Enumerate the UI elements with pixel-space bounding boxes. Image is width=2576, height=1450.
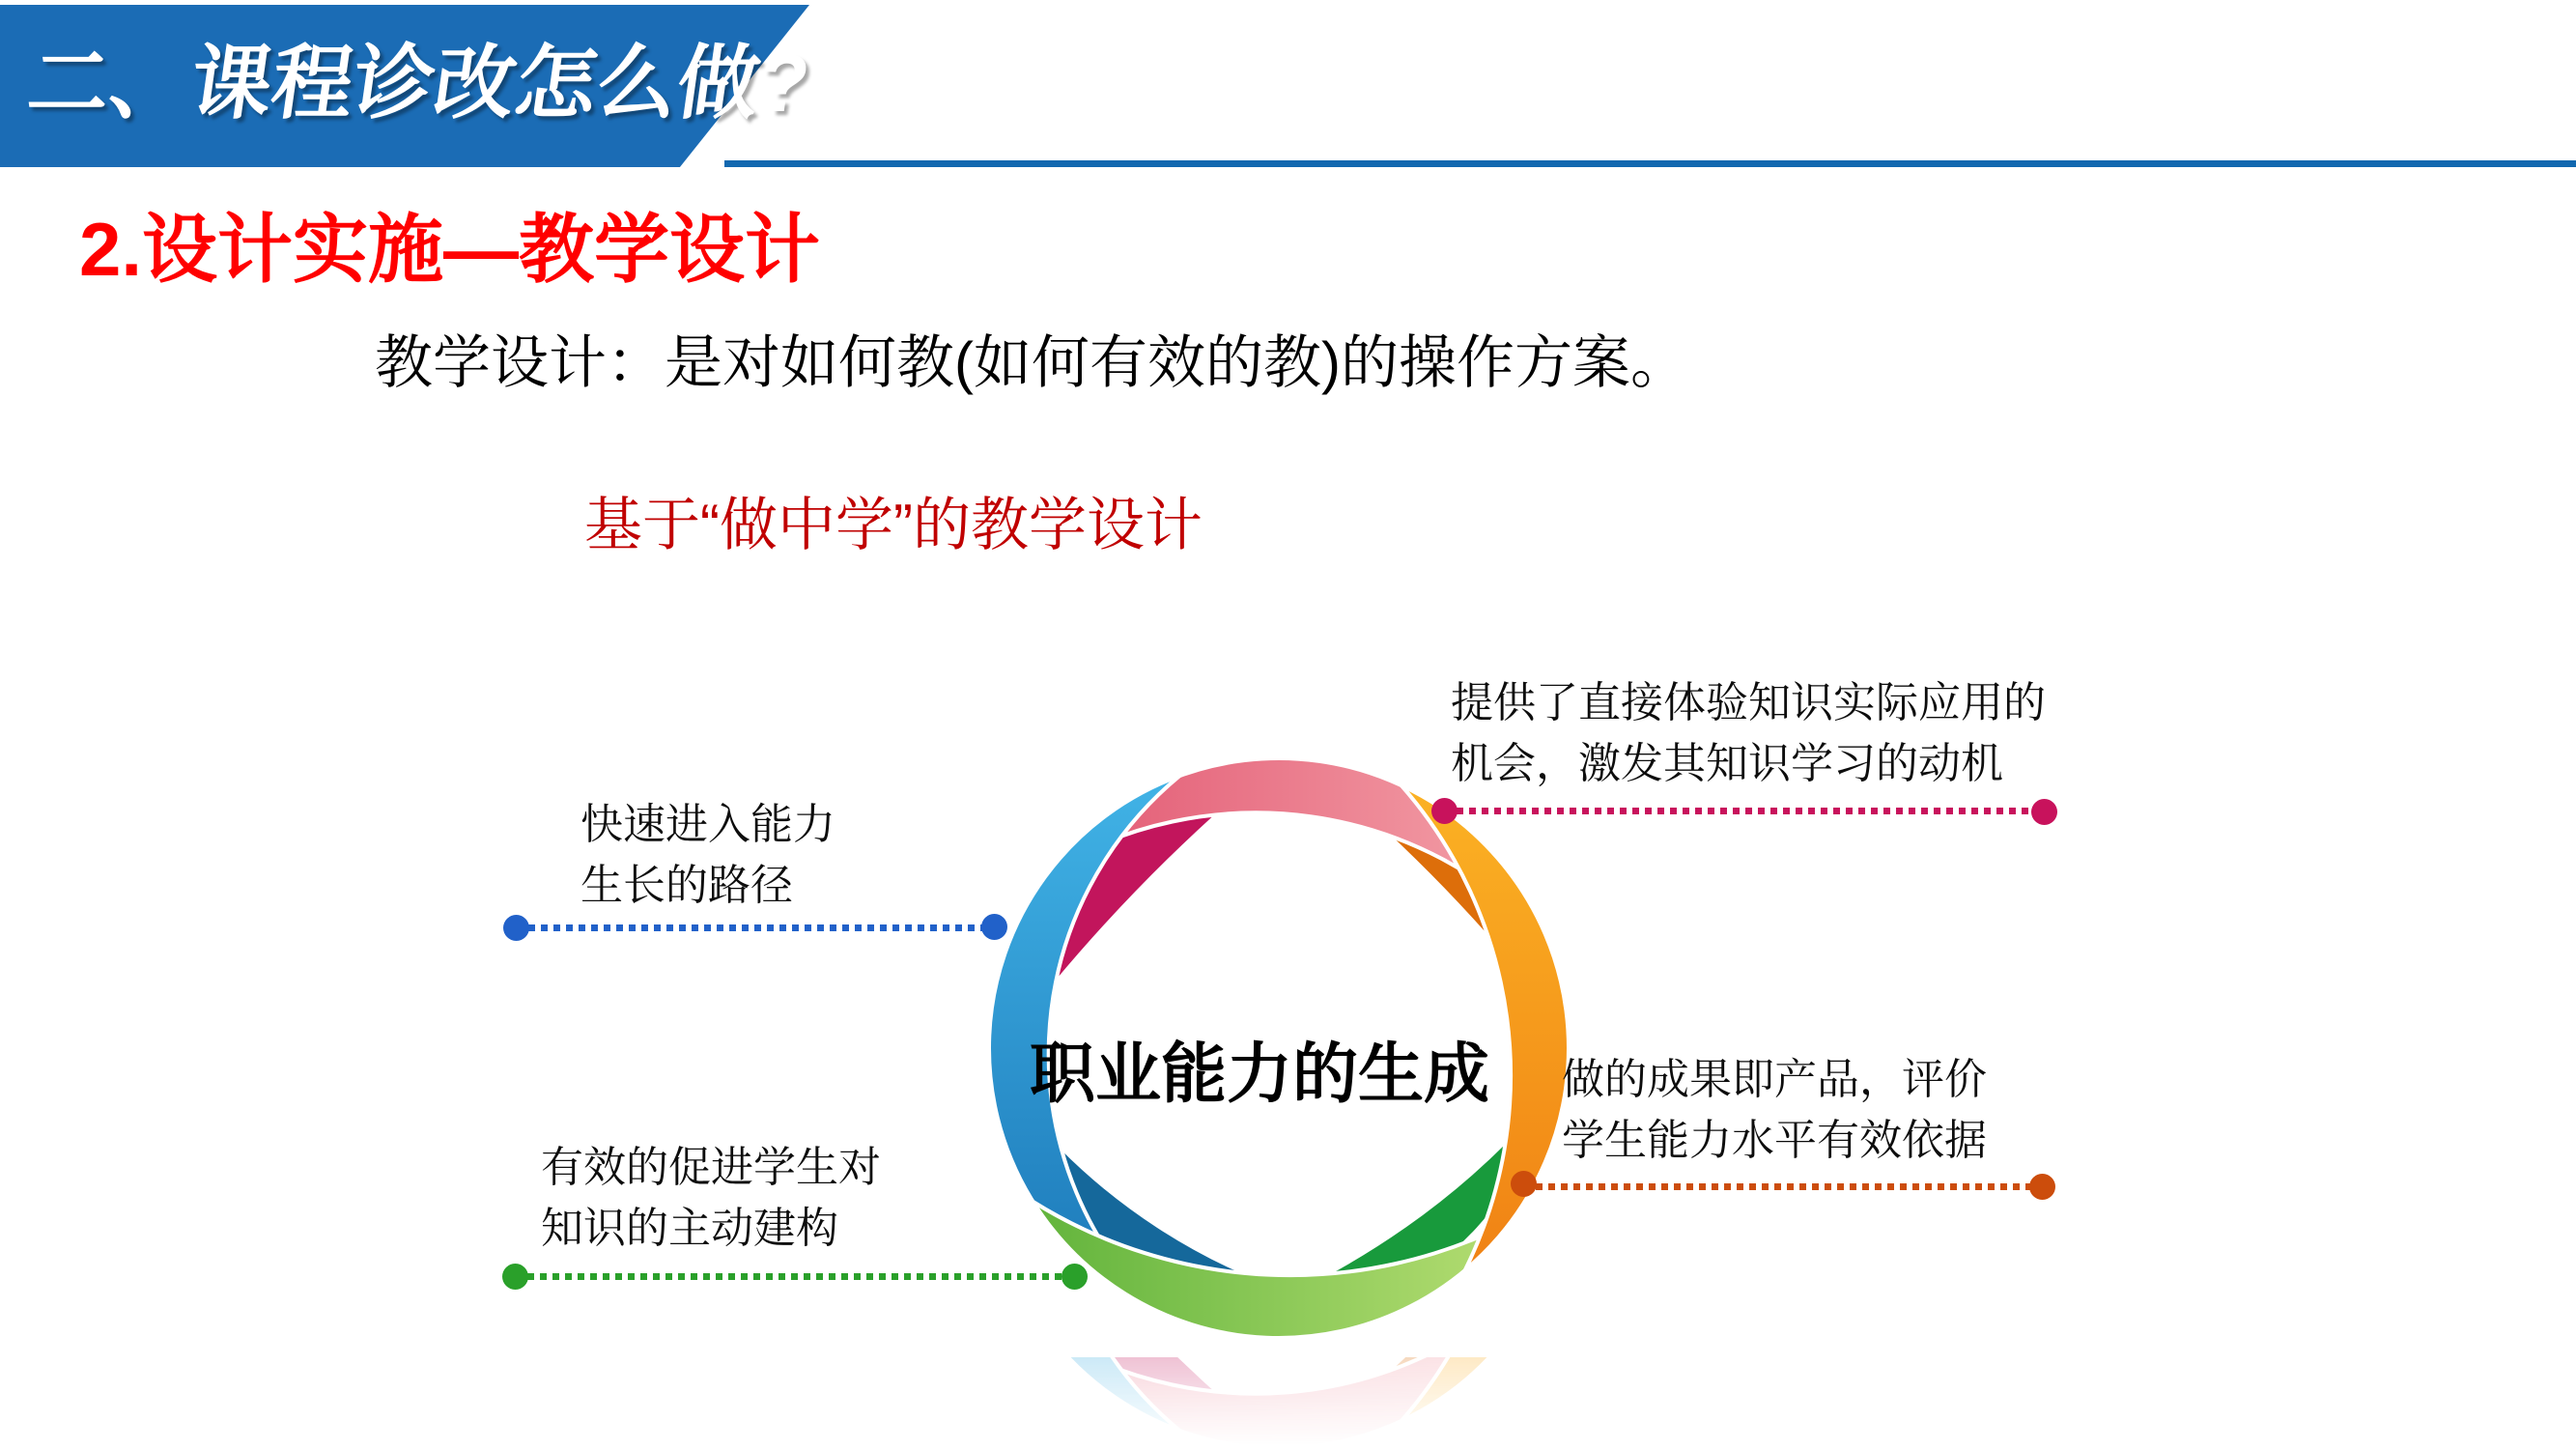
header-rule <box>724 160 2576 167</box>
connector-dot-blue-ring <box>981 914 1007 940</box>
dotted-connector-rose <box>1444 808 2044 814</box>
connector-dot-orange-ring <box>1511 1171 1537 1197</box>
connector-dot-blue-end <box>503 915 529 941</box>
dotted-connector-green <box>515 1273 1074 1280</box>
connector-dot-green-end <box>502 1264 528 1290</box>
callout-left <box>580 794 835 916</box>
dotted-connector-blue <box>516 924 994 931</box>
ring-graphic <box>979 1357 1578 1450</box>
callout-line: 做的成果即产品，评价 <box>1562 1056 1987 1103</box>
callout-line: 知识的主动建构 <box>541 1205 838 1252</box>
callout-bottom-left <box>541 1137 881 1259</box>
dotted-connector-orange <box>1523 1183 2042 1190</box>
ring-center-label: 职业能力的生成 <box>1029 1038 1489 1111</box>
banner-title: 二、课程诊改怎么做? <box>22 38 815 128</box>
callout-line: 机会，激发其知识学习的动机 <box>1451 740 2003 787</box>
intro-text: 教学设计：是对如何教(如何有效的教)的操作方案。 <box>375 330 1688 395</box>
callout-top-right <box>1451 672 2046 794</box>
connector-dot-green-ring <box>1062 1264 1088 1290</box>
callout-line: 快速进入能力 <box>580 801 835 848</box>
callout-line: 学生能力水平有效依据 <box>1562 1117 1987 1164</box>
ring-reflection <box>979 1357 1578 1450</box>
callout-line: 提供了直接体验知识实际应用的 <box>1451 679 2046 726</box>
callout-right <box>1562 1049 1987 1171</box>
subheading: 基于“做中学”的教学设计 <box>584 493 1203 557</box>
callout-line: 生长的路径 <box>580 862 793 909</box>
connector-dot-rose-ring <box>1431 798 1458 824</box>
connector-dot-orange-end <box>2029 1174 2055 1200</box>
section-heading: 2.设计实施—教学设计 <box>79 207 821 292</box>
callout-line: 有效的促进学生对 <box>541 1144 881 1191</box>
connector-dot-rose-end <box>2031 799 2057 825</box>
